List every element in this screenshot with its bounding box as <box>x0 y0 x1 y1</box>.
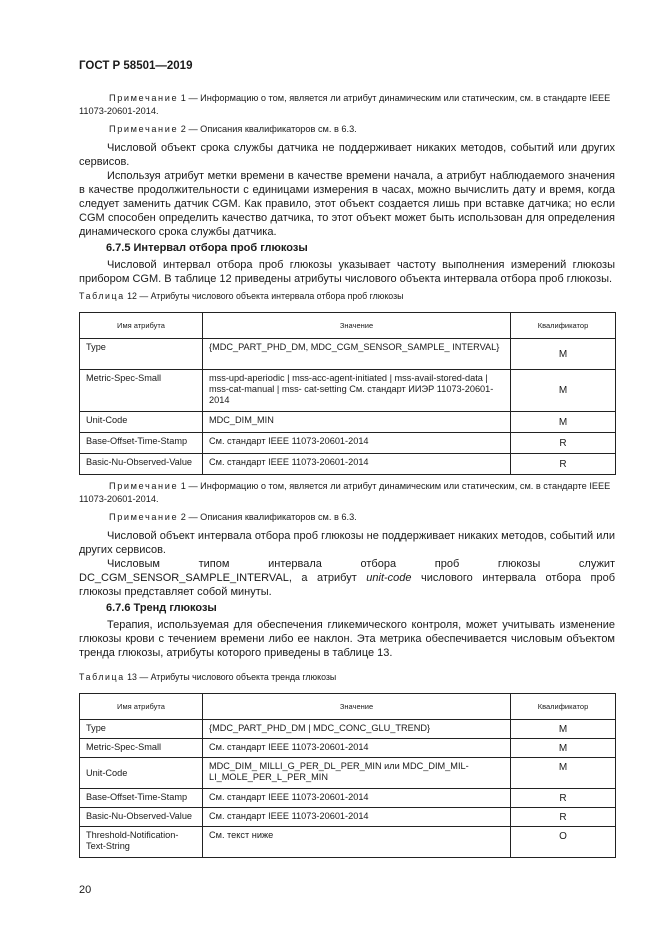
note-label: Примечание <box>109 481 179 491</box>
table-row <box>80 433 616 454</box>
table-label: Таблица <box>79 291 125 301</box>
paragraph: Числовой интервал отбора проб глюкозы указывает частоту выполнения измерений глюкозы прибором CGM. В таблице 12 приведены атрибуты числового объекта интервала отбора проб глюкозы. <box>79 259 615 285</box>
attribute-qualifier: M <box>511 739 616 758</box>
attribute-value: {MDC_PART_PHD_DM | MDC_CONC_GLU_TREND} <box>203 720 511 739</box>
attribute-qualifier: M <box>511 720 616 739</box>
table-row <box>80 370 616 412</box>
attribute-name: Base-Offset-Time-Stamp <box>80 789 203 808</box>
page-number: 20 <box>79 884 92 896</box>
note-text: — Информацию о том, является ли атрибут динамическим или статическим, см. в стандарте IEEE 11073-20601-2014. <box>79 93 611 116</box>
table-row <box>80 808 616 827</box>
table-row <box>80 454 616 475</box>
section-heading-675: 6.7.5 Интервал отбора проб глюкозы <box>106 242 308 254</box>
paragraph: Числовой объект срока службы датчика не поддерживает никаких методов, событий или других сервисов. <box>79 142 615 168</box>
note-2 <box>79 123 615 136</box>
attribute-term: unit-code <box>366 572 412 584</box>
note-label: Примечание <box>109 93 179 103</box>
paragraph <box>79 557 615 599</box>
attribute-name: Unit-Code <box>80 758 203 789</box>
attribute-value: См. текст ниже <box>203 827 511 858</box>
note-label: Примечание <box>109 124 179 134</box>
table-row <box>80 412 616 433</box>
column-header: Имя атрибута <box>80 313 203 339</box>
attribute-qualifier: M <box>511 339 616 370</box>
attribute-name: Type <box>80 339 203 370</box>
attribute-value: mss-upd-aperiodic | mss-acc-agent-initiated | mss-avail-stored-data | mss-cat-manual | mss- cat-setting См. стандарт ИИЭР 11073-20601-2014 <box>203 370 511 412</box>
attribute-value: См. стандарт IEEE 11073-20601-2014 <box>203 789 511 808</box>
attribute-name: Basic-Nu-Observed-Value <box>80 454 203 475</box>
caption-text: 13 — Атрибуты числового объекта тренда глюкозы <box>127 672 337 682</box>
attribute-value: MDC_DIM_MIN <box>203 412 511 433</box>
table-13-caption <box>79 670 615 684</box>
note-number: 2 <box>180 512 186 522</box>
page-content <box>79 92 615 863</box>
note-number: 1 <box>180 481 186 491</box>
attribute-name: Threshold-Notification-Text-String <box>80 827 203 858</box>
attribute-value: См. стандарт IEEE 11073-20601-2014 <box>203 433 511 454</box>
table-row <box>80 758 616 789</box>
attribute-value: См. стандарт IEEE 11073-20601-2014 <box>203 739 511 758</box>
attribute-name: Base-Offset-Time-Stamp <box>80 433 203 454</box>
note-number: 1 <box>180 93 186 103</box>
note-1 <box>79 480 615 506</box>
attribute-value: См. стандарт IEEE 11073-20601-2014 <box>203 454 511 475</box>
column-header: Имя атрибута <box>80 694 203 720</box>
attribute-name: Basic-Nu-Observed-Value <box>80 808 203 827</box>
attribute-qualifier: M <box>511 758 616 789</box>
note-text: — Описания квалификаторов см. в 6.3. <box>188 512 357 522</box>
paragraph: Числовой объект интервала отбора проб глюкозы не поддерживает никаких методов, событий или других сервисов. <box>79 530 615 556</box>
attribute-name: Metric-Spec-Small <box>80 370 203 412</box>
attribute-qualifier: R <box>511 454 616 475</box>
column-header: Квалификатор <box>511 694 616 720</box>
note-number: 2 <box>180 124 186 134</box>
attribute-name: Type <box>80 720 203 739</box>
paragraph-text: числового интервала отбора проб глюкозы представляет собой минуты. <box>79 572 615 598</box>
attribute-name: Metric-Spec-Small <box>80 739 203 758</box>
table-13 <box>79 693 616 858</box>
attribute-value: См. стандарт IEEE 11073-20601-2014 <box>203 808 511 827</box>
column-header: Значение <box>203 313 511 339</box>
attribute-value: MDC_DIM_ MILLI_G_PER_DL_PER_MIN или MDC_DIM_MIL-LI_MOLE_PER_L_PER_MIN <box>203 758 511 789</box>
column-header: Квалификатор <box>511 313 616 339</box>
table-label: Таблица <box>79 672 125 682</box>
table-12 <box>79 312 616 475</box>
attribute-qualifier: O <box>511 827 616 858</box>
attribute-qualifier: M <box>511 370 616 412</box>
attribute-qualifier: R <box>511 789 616 808</box>
attribute-qualifier: M <box>511 412 616 433</box>
note-1 <box>79 92 615 118</box>
caption-text: 12 — Атрибуты числового объекта интервала отбора проб глюкозы <box>127 291 404 301</box>
page-header: ГОСТ Р 58501—2019 <box>79 60 193 72</box>
attribute-qualifier: R <box>511 433 616 454</box>
attribute-name: Unit-Code <box>80 412 203 433</box>
table-row <box>80 827 616 858</box>
table-row <box>80 739 616 758</box>
section-heading-676: 6.7.6 Тренд глюкозы <box>106 602 217 614</box>
paragraph: Используя атрибут метки времени в качестве времени начала, а атрибут наблюдаемого значения в качестве продолжительности с единицами измерения в часах, можно вычислить дату и время, когда следует заменить датчик CGM. Как правило, этот объект создается лишь при вставке датчика; но если CGM способен определить качество датчика, то этот объект может быть использован для определения динамического срока службы датчика. <box>79 170 615 238</box>
note-label: Примечание <box>109 512 179 522</box>
table-row <box>80 339 616 370</box>
note-text: — Описания квалификаторов см. в 6.3. <box>188 124 357 134</box>
note-text: — Информацию о том, является ли атрибут динамическим или статическим, см. в стандарте IEEE 11073-20601-2014. <box>79 481 611 504</box>
note-2 <box>79 511 615 524</box>
table-row <box>80 789 616 808</box>
column-header: Значение <box>203 694 511 720</box>
table-row <box>80 720 616 739</box>
attribute-qualifier: R <box>511 808 616 827</box>
attribute-value: {MDC_PART_PHD_DM, MDC_CGM_SENSOR_SAMPLE_ INTERVAL} <box>203 339 511 370</box>
table-12-caption <box>79 289 615 303</box>
paragraph-text: Числовым типом интервала отбора проб глюкозы служит DC_CGM_SENSOR_SAMPLE_INTERVAL, а атрибут <box>79 558 615 584</box>
paragraph: Терапия, используемая для обеспечения гликемического контроля, может учитывать изменение глюкозы крови с течением времени либо ее наклон. Эта метрика обеспечивается числовым объектом тренда глюкозы, атрибуты которого приведены в таблице 13. <box>79 619 615 659</box>
